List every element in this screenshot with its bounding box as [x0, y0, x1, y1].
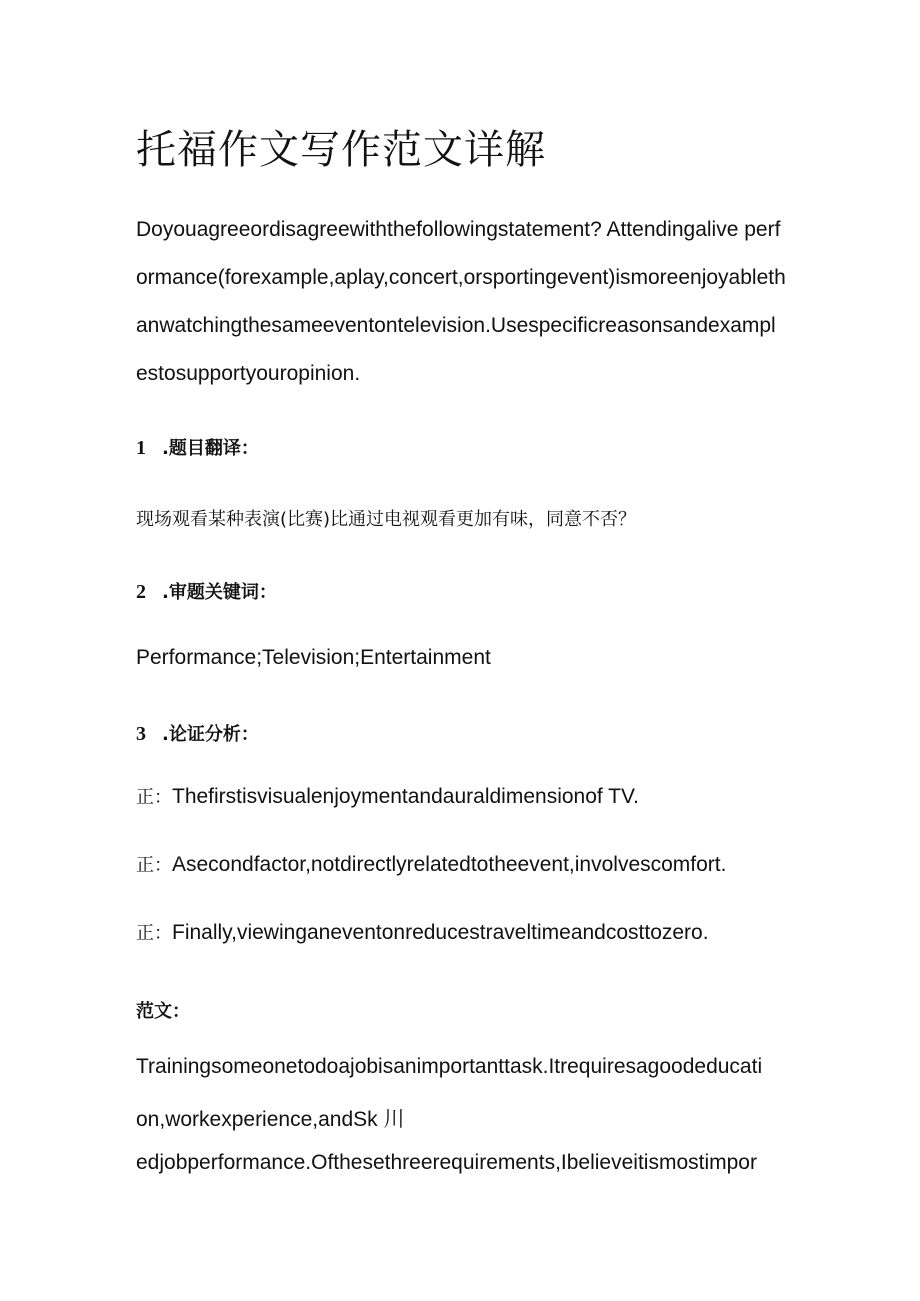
- section-title: .题目翻译：: [162, 438, 259, 459]
- document-title: 托福作文写作范文详解: [136, 127, 546, 173]
- section-number: 2: [136, 581, 146, 603]
- point-text: Finally,viewinganeventonreducestraveltimeandcosttozero.: [172, 921, 709, 944]
- essay-line: on,workexperience,andSk 川: [136, 1108, 405, 1131]
- point-prefix: 正：: [136, 923, 172, 944]
- section-title: .审题关键词：: [162, 582, 277, 603]
- point-prefix: 正：: [136, 787, 172, 808]
- essay-line: Trainingsomeonetodoajobisanimportanttask.Itrequiresagoodeducati: [136, 1055, 763, 1078]
- analysis-point: [136, 919, 709, 945]
- essay-label: 范文：: [136, 1001, 190, 1022]
- essay-prompt: Doyouagreeordisagreewiththefollowingstatement? Attendingalive performance(forexample,aplay,concert,orsportingevent)ismoreenjoyablethanwatchingthesameeventontelevision.Usespecificreasonsandexamplestosupportyouropinion.: [136, 218, 786, 385]
- section-number: 1: [136, 437, 146, 459]
- keywords-text: Performance;Television;Entertainment: [136, 646, 491, 669]
- point-prefix: 正：: [136, 855, 172, 876]
- point-text: Asecondfactor,notdirectlyrelatedtotheevent,involvescomfort.: [172, 853, 727, 876]
- section-heading-translation: [136, 434, 259, 460]
- section-title: .论证分析：: [162, 724, 259, 745]
- section-number: 3: [136, 723, 146, 745]
- section-heading-keywords: [136, 578, 277, 604]
- analysis-point: [136, 783, 639, 809]
- section-heading-analysis: [136, 720, 259, 746]
- analysis-point: [136, 851, 726, 877]
- essay-line: edjobperformance.Ofthesethreerequirements,Ibelieveitismostimpor: [136, 1151, 757, 1174]
- point-text: Thefirstisvisualenjoymentandauraldimensionof TV.: [172, 785, 639, 808]
- translation-text: 现场观看某种表演(比赛)比通过电视观看更加有味，同意不否？: [136, 509, 637, 530]
